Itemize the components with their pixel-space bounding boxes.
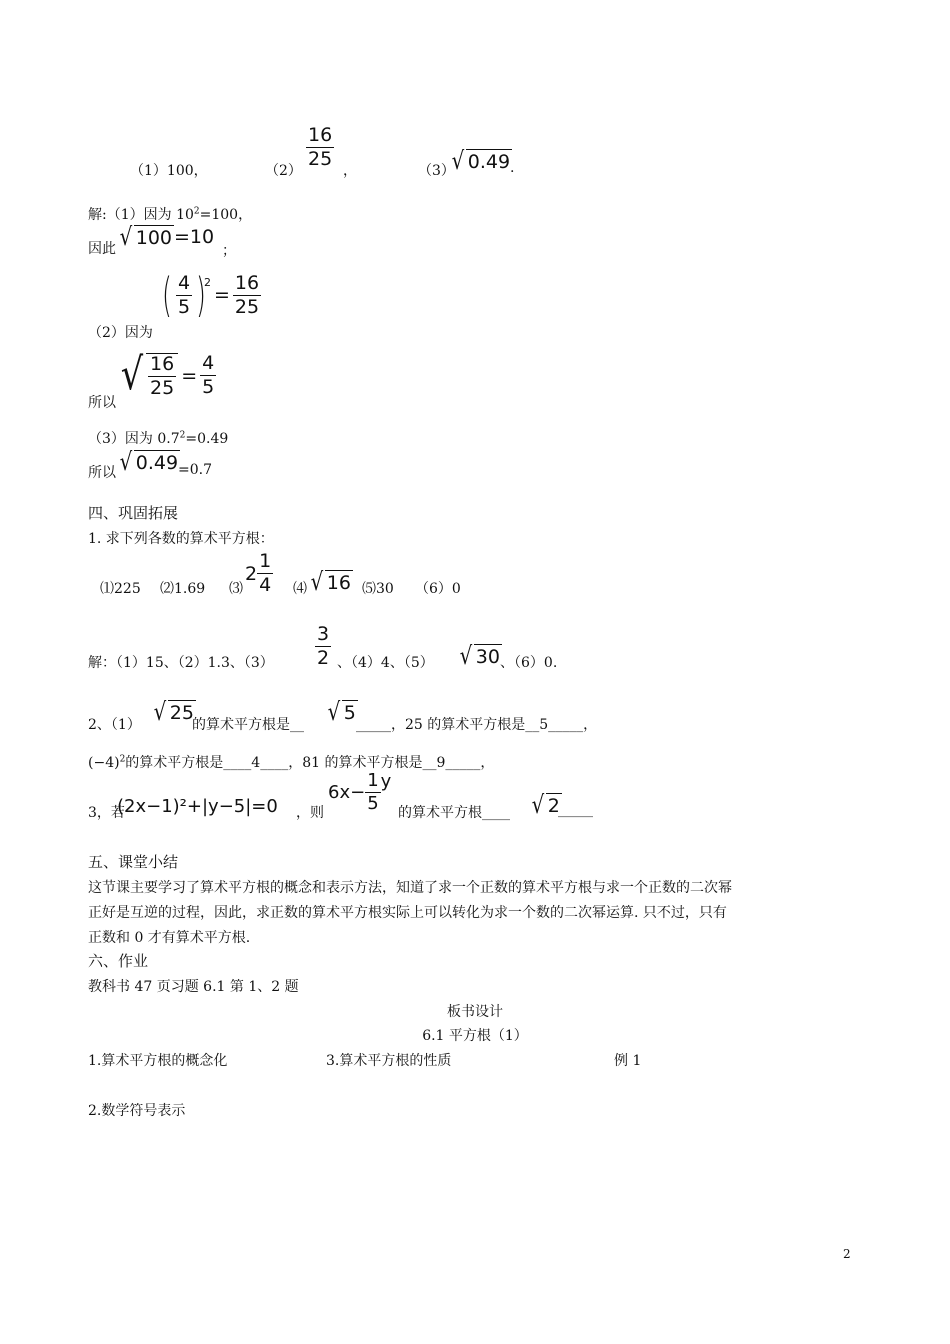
board-example: 例 1: [614, 1053, 642, 1069]
q1-item-d-sqrt: [309, 567, 353, 596]
example-item-2-comma: ，: [343, 163, 357, 179]
q1-answer-text-b: 、（4）4、（5）: [337, 655, 434, 671]
solution-line-2-end: ；: [222, 243, 236, 259]
q2-text-b: 的算术平方根是__: [192, 717, 304, 733]
radicand: 0.49: [466, 149, 512, 174]
fraction-numerator: 1: [259, 550, 272, 572]
solution-line-6-label: 所以: [88, 465, 116, 481]
q1-item-d-label: ⑷: [293, 581, 307, 597]
equals-sign: =: [181, 364, 198, 387]
fraction-denominator: 5: [202, 376, 215, 398]
section-4-heading: 四、巩固拓展: [88, 504, 179, 522]
radical-sign-icon: √: [119, 222, 133, 251]
superscript: 2: [193, 206, 200, 217]
left-paren-icon: (: [162, 268, 172, 322]
q1-answer-text-c: 、（6）0.: [500, 655, 558, 671]
q1-item-e: ⑸30: [362, 581, 394, 597]
radical-sign-icon: √: [327, 697, 341, 726]
example-item-3-label: （3）: [418, 163, 455, 179]
fraction-denominator: 5: [367, 793, 379, 814]
solution-line-5: [88, 428, 228, 448]
solution-line-2-expr: [118, 222, 215, 251]
page-number: 2: [843, 1247, 851, 1261]
solution-line-3-expr: [158, 268, 261, 322]
radicand: 0.49: [134, 450, 180, 475]
fraction-denominator: 2: [317, 647, 330, 669]
radical-sign-icon: √: [310, 567, 324, 596]
radical-sign-icon: √: [531, 790, 545, 819]
fraction-denominator: 4: [259, 574, 272, 596]
board-design-subtitle: 6.1 平方根（1）: [422, 1028, 528, 1044]
q3-expression: [328, 772, 391, 813]
q3-text-b: ，则: [296, 805, 324, 821]
fraction-denominator: 25: [308, 148, 333, 170]
radicand: 5: [342, 700, 358, 725]
example-item-3-sqrt: [450, 146, 515, 176]
board-design-title: 板书设计: [447, 1004, 503, 1020]
radicand: 25: [168, 700, 196, 725]
solution-text: 解:（1）因为 10: [88, 207, 194, 223]
board-item-3: 3.算术平方根的性质: [326, 1053, 452, 1069]
equals-sign: =: [214, 284, 230, 306]
solution-line-6-sqrt: [118, 447, 180, 476]
section-4-question-1: 1. 求下列各数的算术平方根：: [88, 531, 274, 547]
q3-text-d: _____: [558, 802, 593, 818]
equation-result: =10: [174, 225, 215, 248]
example-item-3-end: .: [510, 160, 515, 176]
exponent: 2: [204, 276, 211, 289]
fraction-numerator: 16: [150, 353, 175, 375]
fraction-numerator: 3: [317, 623, 330, 645]
radicand: 16: [325, 570, 353, 595]
fraction-numerator: 1: [367, 770, 379, 791]
q1-item-b: ⑵1.69: [160, 581, 206, 597]
q2-text-c: _____，25 的算术平方根是__5_____，: [356, 717, 598, 733]
summary-line-3: 正数和 0 才有算术平方根.: [88, 930, 251, 946]
homework-text: 教科书 47 页习题 6.1 第 1、2 题: [88, 979, 299, 995]
q3-label: 3，若: [88, 805, 125, 821]
board-item-2: 2.数学符号表示: [88, 1103, 186, 1119]
example-item-2-label: （2）: [265, 163, 302, 179]
q3-equation: (2x−1)²+|y−5|=0: [117, 796, 278, 817]
q1-item-f: （6）0: [415, 581, 461, 597]
fraction-denominator: 25: [150, 377, 175, 399]
radical-sign-icon: √: [153, 697, 167, 726]
q1-answer-fraction: [315, 625, 331, 668]
expression-part: 6x−: [328, 782, 366, 803]
radical-sign-icon: √: [119, 447, 133, 476]
q2-sqrt-5: [326, 697, 358, 726]
whole-part: 2: [245, 562, 258, 585]
fraction-numerator: 16: [308, 124, 333, 146]
radical-sign-icon: √: [459, 641, 473, 670]
q2-line-2: [88, 752, 494, 772]
section-5-heading: 五、课堂小结: [88, 853, 179, 871]
solution-text: =0.49: [185, 431, 229, 447]
q2-sqrt-25: [152, 697, 196, 726]
solution-text: （3）因为 0.7: [88, 431, 180, 447]
solution-line-6-result: =0.7: [178, 462, 212, 478]
solution-line-4-label: 所以: [88, 395, 116, 411]
summary-line-2: 正好是互逆的过程，因此，求正数的算术平方根实际上可以转化为求一个数的二次幂运算. 只不过，只有: [88, 905, 727, 921]
fraction-numerator: 4: [177, 271, 191, 294]
q3-text-c: 的算术平方根____: [398, 805, 510, 821]
radicand: 2: [546, 793, 562, 818]
example-item-1: （1）100，: [130, 163, 208, 179]
radical-sign-icon: √: [451, 146, 465, 175]
fraction-numerator: 4: [202, 352, 215, 374]
q1-item-a: ⑴225: [100, 581, 141, 597]
right-paren-icon: ): [196, 268, 206, 322]
q1-item-c-label: ⑶: [229, 581, 243, 597]
superscript: 2: [179, 430, 186, 441]
fraction-denominator: 25: [234, 295, 260, 318]
q1-answer-sqrt: [458, 641, 502, 670]
solution-text: =100，: [199, 207, 253, 223]
fraction-denominator: 5: [177, 295, 191, 318]
radical-sign-icon: √: [120, 349, 144, 400]
q2-label: 2、（1）: [88, 717, 141, 733]
solution-line-2-label: 因此: [88, 241, 116, 257]
section-6-heading: 六、作业: [88, 952, 149, 970]
expression-part: y: [380, 771, 392, 792]
solution-line-1: [88, 204, 252, 224]
q1-item-c-mixed-number: [245, 552, 273, 595]
solution-line-4-expr: [118, 349, 216, 400]
superscript: 2: [119, 754, 126, 765]
fraction-numerator: 16: [234, 271, 260, 294]
solution-line-3-label: （2）因为: [88, 325, 153, 341]
board-item-1: 1.算术平方根的概念化: [88, 1053, 228, 1069]
q1-answer-text-a: 解：（1）15、（2）1.3、（3）: [88, 655, 274, 671]
summary-line-1: 这节课主要学习了算术平方根的概念和表示方法，知道了求一个正数的算术平方根与求一个正数的二次幂: [88, 880, 732, 896]
expression: (−4): [88, 755, 120, 771]
radicand: 100: [134, 225, 174, 250]
radicand: 30: [474, 644, 502, 669]
question-text: 的算术平方根是____4____，81 的算术平方根是__9_____，: [125, 755, 495, 771]
example-item-2-fraction: [306, 126, 334, 169]
